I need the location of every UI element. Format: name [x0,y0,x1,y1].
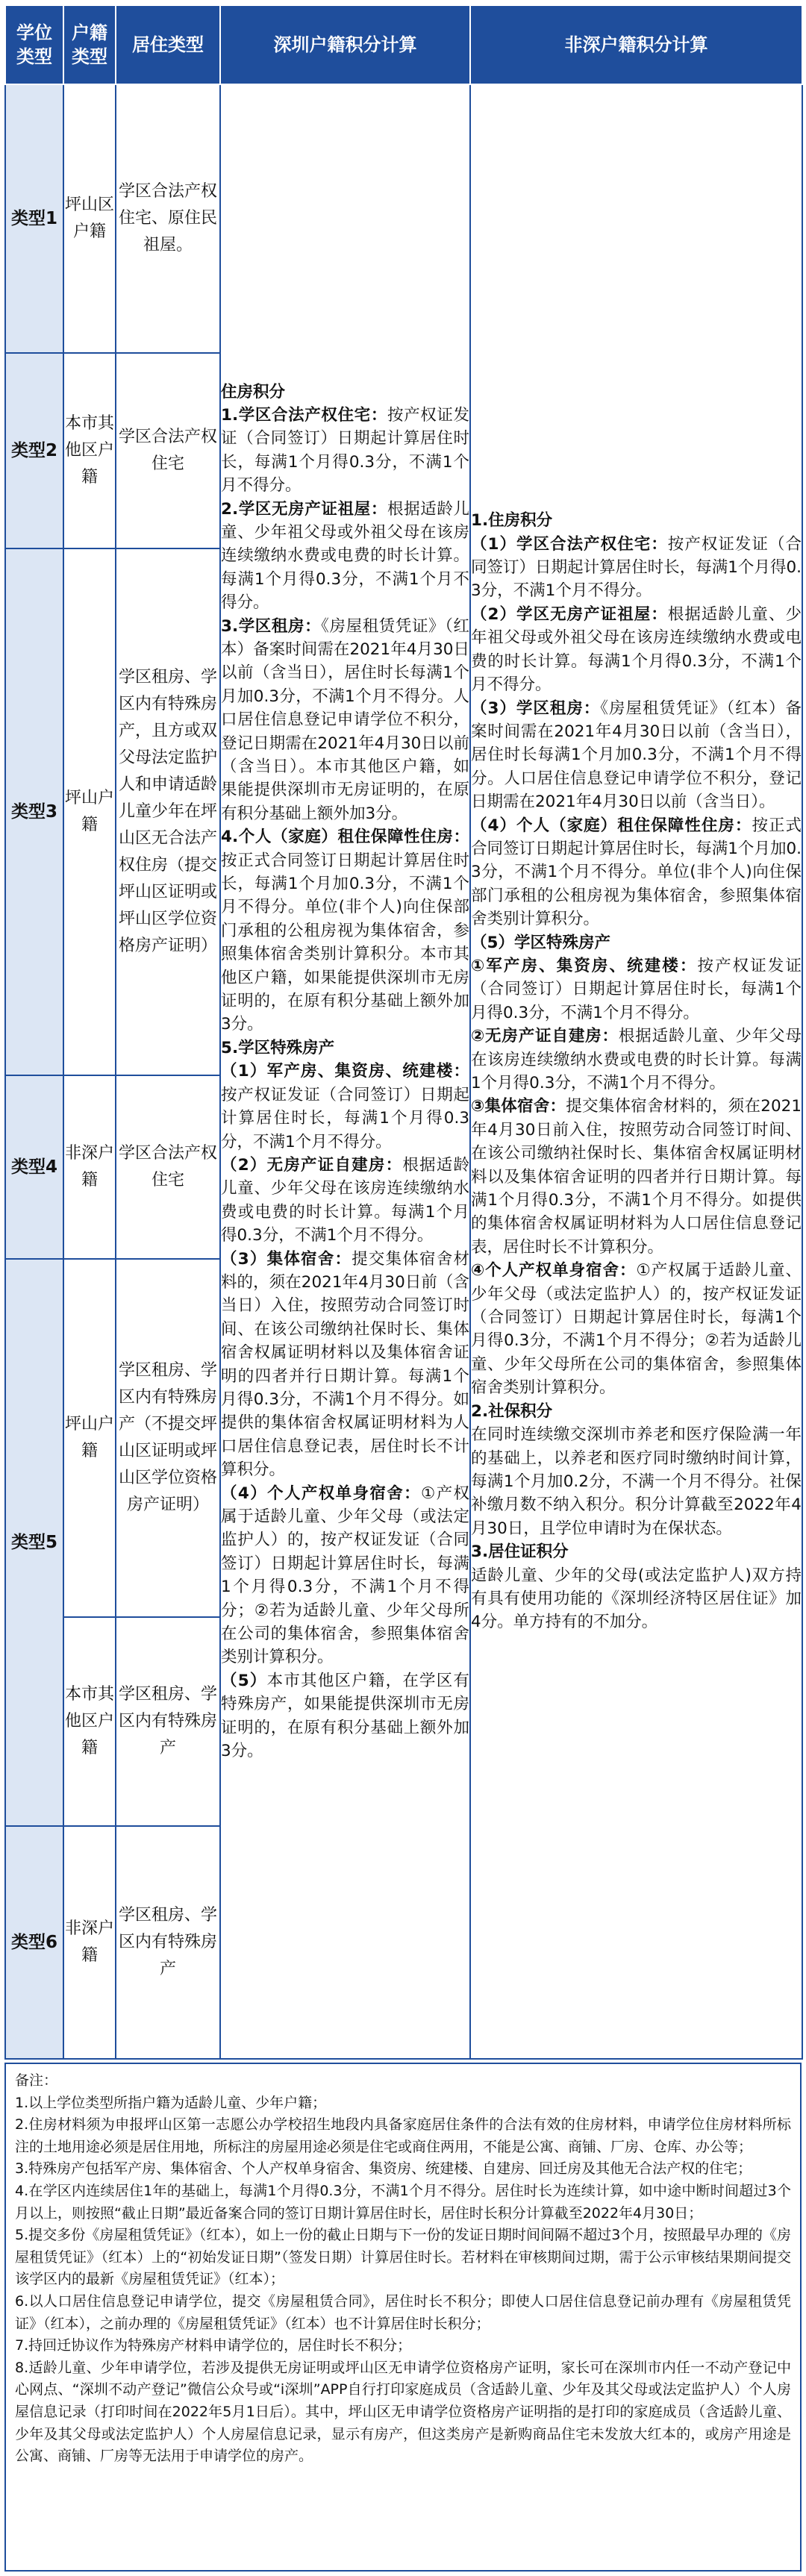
notes-paragraph: 6.以人口居住信息登记申请学位，提交《房屋租赁合同》，居住时长不积分；即使人口居住信息登记前办理有《房屋租赁凭证》（红本），之前办理的《房屋租赁凭证》（红本）也不计算居住时长积分； [15,2292,791,2332]
table-header-row [5,5,802,84]
nsz-paragraph: （5）学区特殊房产 [471,933,610,952]
nsz-paragraph: 3.居住证积分 [471,1542,569,1562]
living-type-cell: 学区租房、学区内有特殊房产（不提交坪山区证明或坪山区学位资格房产证明） [116,1259,220,1617]
degree-type-cell: 类型4 [5,1075,63,1259]
living-type-cell: 学区租房、学区内有特殊房产 [116,1617,220,1826]
notes-paragraph: 3.特殊房产包括军产房、集体宿舍、个人产权单身宿舍、集资房、统建楼、自建房、回迁房及其他无合法产权的住宅； [15,2160,752,2178]
sz-paragraph: （4）个人产权单身宿舍：①产权属于适龄儿童、少年父母（或法定监护人）的，按产权证发证（合同签订）日期起计算居住时长，每满1个月得0.3分，不满1个月不得分；②若为适龄儿童、少年父母所在公司的集体宿舍，参照集体宿舍类别计算积分。 [221,1484,469,1667]
sz-paragraph: （2）无房产证自建房：根据适龄儿童、少年父母在该房连续缴纳水费或电费的时长计算。每满1个月得0.3分，不满1个月不得分。 [221,1155,469,1245]
sz-paragraph: （5）本市其他区户籍，在学区有特殊房产，如果能提供深圳市无房证明的，在原有积分基础上额外加3分。 [221,1671,469,1761]
points-table [4,4,803,2060]
notes-paragraph: 5.提交多份《房屋租赁凭证》（红本），如上一份的截止日期与下一份的发证日期时间间隔不超过3个月，按照最早办理的《房屋租赁凭证》（红本）上的“初始发证日期”（签发日期）计算居住时长。若材料在审核期间过期，需于公示审核结果期间提交该学区内的最新《房屋租赁凭证》（红本）； [15,2227,791,2288]
hukou-cell: 坪山区户籍 [63,84,116,353]
sz-paragraph: 3.学区租房：《房屋租赁凭证》（红本）备案时间需在2021年4月30日以前（含当日），居住时长每满1个月加0.3分，不满1个月不得分。人口居住信息登记申请学位不积分，登记日期需在2021年4月30日以前（含当日）。本市其他区户籍，如果能提供深圳市无房证明的，在原有积分基础上额外加3分。 [221,616,469,823]
header-non-shenzhen-points: 非深户籍积分计算 [470,5,802,84]
nsz-paragraph: 1.住房积分 [471,511,553,531]
sz-paragraph: （1）军产房、集资房、统建楼：按产权证发证（合同签订）日期起计算居住时长，每满1个月得0.3分，不满1个月不得分。 [221,1062,469,1151]
hukou-cell: 本市其他区户籍 [63,1617,116,1826]
living-type-cell: 学区合法产权住宅、原住民祖屋。 [116,84,220,353]
degree-type-cell: 类型6 [5,1826,63,2059]
header-degree-type: 学位类型 [5,5,63,84]
nsz-paragraph: ②无房产证自建房：根据适龄儿童、少年父母在该房连续缴纳水费或电费的时长计算。每满1个月得0.3分，不满1个月不得分。 [471,1027,802,1092]
sz-paragraph: 4.个人（家庭）租住保障性住房：按正式合同签订日期起计算居住时长，每满1个月加0.3分，不满1个月不得分。单位(非个人)向住保部门承租的公租房视为集体宿舍，参照集体宿舍类别计算积分。本市其他区户籍，如果能提供深圳市无房证明的，在原有积分基础上额外加3分。 [221,828,469,1034]
header-living-type: 居住类型 [116,5,220,84]
notes-paragraph: 1.以上学位类型所指户籍为适龄儿童、少年户籍； [15,2094,327,2111]
nsz-paragraph: （1）学区合法产权住宅：按产权证发证（合同签订）日期起计算居住时长，每满1个月得0.3分，不满1个月不得分。 [471,534,802,601]
shenzhen-points-cell [220,84,470,2059]
hukou-cell: 非深户籍 [63,1075,116,1259]
notes-paragraph: 4.在学区内连续居住1年的基础上，每满1个月得0.3分，不满1个月不得分。居住时长为连续计算，如中途中断时间超过3个月以上，则按照“截止日期”最近备案合同的签订日期计算居住时长，居住时长积分计算截至2022年4月30日； [15,2182,791,2222]
shenzhen-points-text [221,381,469,1763]
nsz-paragraph: （3）学区租房：《房屋租赁凭证》（红本）备案时间需在2021年4月30日以前（含当日），居住时长每满1个月加0.3分，不满1个月不得分。人口居住信息登记申请学位不积分，登记日期需在2021年4月30日以前（含当日）。 [471,698,802,812]
nsz-paragraph: 在同时连续缴交深圳市养老和医疗保险满一年的基础上，以养老和医疗同时缴纳时间计算，每满1个月加0.2分，不满一个月不得分。社保补缴月数不纳入积分。积分计算截至2022年4月30日，且学位申请时为在保状态。 [471,1425,802,1538]
notes-paragraph: 备注： [15,2072,58,2089]
hukou-cell: 坪山户籍 [63,548,116,1075]
nsz-paragraph: 适龄儿童、少年的父母(或法定监护人)双方持有具有使用功能的《深圳经济特区居住证》加4分。单方持有的不加分。 [471,1566,802,1632]
non-shenzhen-points-text [471,509,802,1634]
nsz-paragraph: 2.社保积分 [471,1401,553,1421]
nsz-paragraph: ③集体宿舍：提交集体宿舍材料的，须在2021年4月30日前入住，按照劳动合同签订时间、在该公司缴纳社保时长、集体宿舍权属证明材料以及集体宿舍证明的四者并行日期计算。每满1个月得0.3分，不满1个月不得分。如提供的集体宿舍权属证明材料为人口居住信息登记表，居住时长不计算积分。 [471,1097,802,1257]
degree-type-cell: 类型5 [5,1259,63,1826]
non-shenzhen-points-cell [470,84,802,2059]
header-hukou-type: 户籍类型 [63,5,116,84]
sz-paragraph: 住房积分 [221,382,286,401]
living-type-cell: 学区合法产权住宅 [116,353,220,548]
degree-type-cell: 类型3 [5,548,63,1075]
sz-paragraph: 1.学区合法产权住宅：按产权证发证（合同签订）日期起计算居住时长，每满1个月得0.3分，不满1个月不得分。 [221,405,469,495]
notes-section [4,2063,802,2572]
notes-text [15,2070,791,2468]
nsz-paragraph: ④个人产权单身宿舍：①产权属于适龄儿童、少年父母（或法定监护人）的，按产权证发证（合同签订）日期起计算居住时长，每满1个月得0.3分，不满1个月不得分；②若为适龄儿童、少年父母所在公司的集体宿舍，参照集体宿舍类别计算积分。 [471,1261,802,1398]
header-shenzhen-points: 深圳户籍积分计算 [220,5,470,84]
sz-paragraph: （3）集体宿舍：提交集体宿舍材料的，须在2021年4月30日前（含当日）入住，按照劳动合同签订时间、在该公司缴纳社保时长、集体宿舍权属证明材料以及集体宿舍证明的四者并行日期计算。每满1个月得0.3分，不满1个月不得分。如提供的集体宿舍权属证明材料为人口居住信息登记表，居住时长不计算积分。 [221,1249,469,1480]
sz-paragraph: 2.学区无房产证祖屋：根据适龄儿童、少年祖父母或外祖父母在该房连续缴纳水费或电费的时长计算。每满1个月得0.3分，不满1个月不得分。 [221,499,469,613]
living-type-cell: 学区租房、学区内有特殊房产，且方或双父母法定监护人和申请适龄儿童少年在坪山区无合法产权住房（提交坪山区证明或坪山区学位资格房产证明） [116,548,220,1075]
notes-paragraph: 8.适龄儿童、少年申请学位，若涉及提供无房证明或坪山区无申请学位资格房产证明，家长可在深圳市内任一不动产登记中心网点、“深圳不动产登记”微信公众号或“i深圳”APP自行打印家庭成员（含适龄儿童、少年及其父母或法定监护人）个人房屋信息记录（打印时间在2022年5月1日后）。其中，坪山区无申请学位资格房产证明指的是打印的家庭成员（含适龄儿童、少年及其父母或法定监护人）个人房屋信息记录，显示有房产，但这类房产是新购商品住宅未发放大红本的，或房产用途是公寓、商铺、厂房等无法用于申请学位的房产。 [15,2359,791,2465]
table-row [5,84,802,353]
nsz-paragraph: （4）个人（家庭）租住保障性住房：按正式合同签订日期起计算居住时长，每满1个月加0.3分，不满1个月不得分。单位(非个人)向住保部门承租的公租房视为集体宿舍，参照集体宿舍类别计算积分。 [471,816,802,929]
nsz-paragraph: （2）学区无房产证祖屋：根据适龄儿童、少年祖父母或外祖父母在该房连续缴纳水费或电费的时长计算。每满1个月得0.3分，不满1个月不得分。 [471,604,802,695]
degree-type-cell: 类型1 [5,84,63,353]
hukou-cell: 本市其他区户籍 [63,353,116,548]
living-type-cell: 学区租房、学区内有特殊房产 [116,1826,220,2059]
sz-paragraph: 5.学区特殊房产 [221,1038,335,1057]
hukou-cell: 坪山户籍 [63,1259,116,1617]
notes-paragraph: 2.住房材料须为申报坪山区第一志愿公办学校招生地段内具备家庭居住条件的合法有效的住房材料，申请学位住房材料所标注的土地用途必须是居住用地，所标注的房屋用途必须是住宅或商住两用，不能是公寓、商铺、厂房、仓库、办公等； [15,2116,791,2155]
hukou-cell: 非深户籍 [63,1826,116,2059]
notes-paragraph: 7.持回迁协议作为特殊房产材料申请学位的，居住时长不积分； [15,2337,412,2354]
degree-type-cell: 类型2 [5,353,63,548]
living-type-cell: 学区合法产权住宅 [116,1075,220,1259]
nsz-paragraph: ①军产房、集资房、统建楼：按产权证发证（合同签订）日期起计算居住时长，每满1个月得0.3分，不满1个月不得分。 [471,956,802,1022]
